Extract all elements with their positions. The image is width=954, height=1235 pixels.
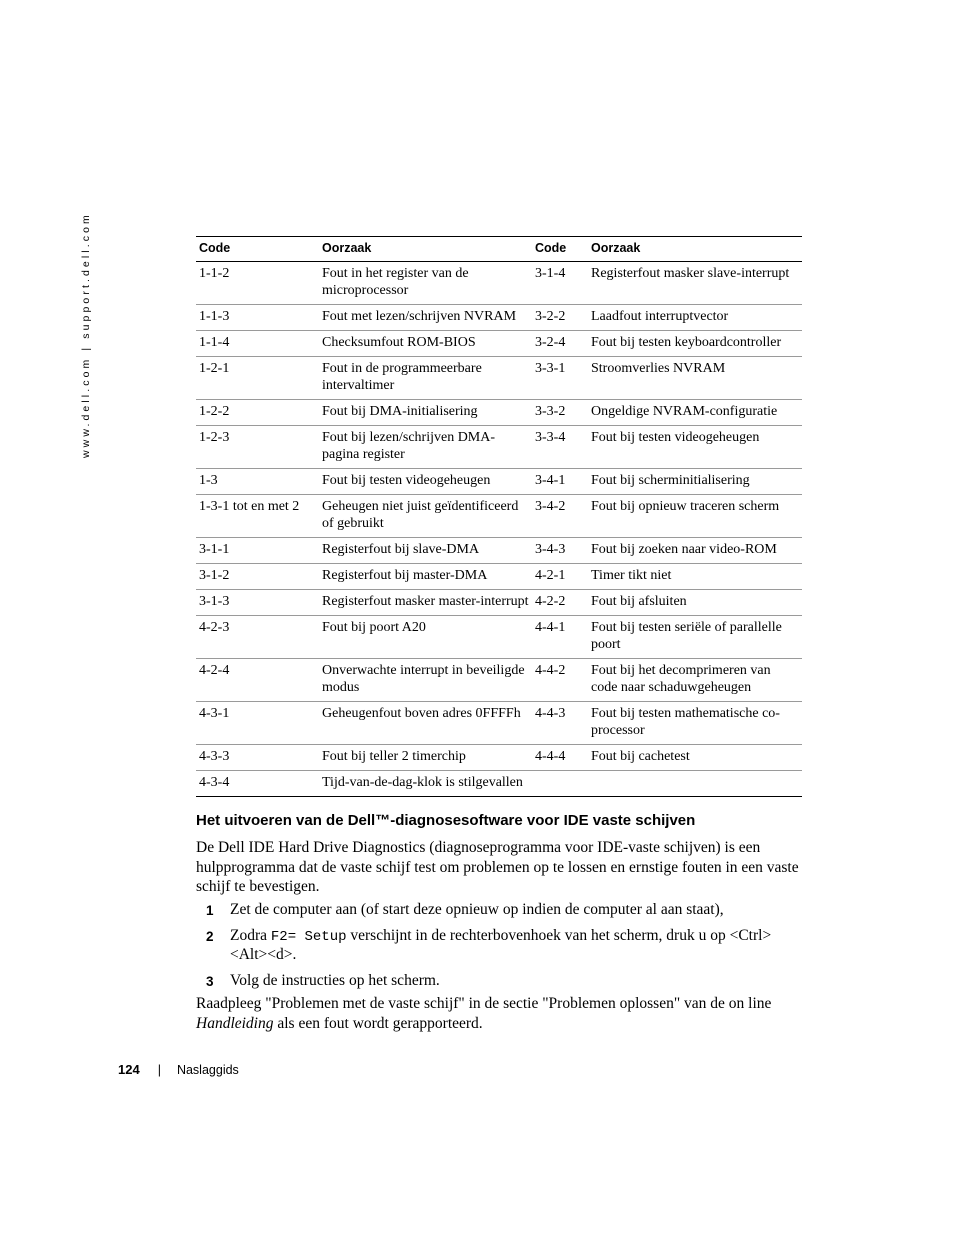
- step-number: 2: [206, 928, 214, 944]
- code-cell: 3-1-2: [196, 564, 319, 590]
- code-cell: 3-4-2: [532, 495, 588, 538]
- table-row: [196, 331, 802, 357]
- cause-cell: Geheugenfout boven adres 0FFFFh: [319, 702, 532, 745]
- cause-cell: Fout bij testen keyboardcontroller: [588, 331, 802, 357]
- cause-cell: Registerfout masker master-interrupt: [319, 590, 532, 616]
- code-cell: 1-2-2: [196, 400, 319, 426]
- cause-cell: Registerfout masker slave-interrupt: [588, 262, 802, 305]
- cause-cell: Fout bij testen seriële of parallelle poort: [588, 616, 802, 659]
- cause-cell: Fout bij zoeken naar video-ROM: [588, 538, 802, 564]
- step-list: [196, 901, 802, 997]
- code-cell: 4-3-1: [196, 702, 319, 745]
- table-row: [196, 538, 802, 564]
- beep-code-table: [196, 236, 802, 797]
- intro-paragraph: De Dell IDE Hard Drive Diagnostics (diagnoseprogramma voor IDE-vaste schijven) is een hulpprogramma dat de vaste schijf test om problemen op te lossen en ernstige fouten in een vaste schijf te bevestigen.: [196, 839, 799, 895]
- cause-cell: Fout bij poort A20: [319, 616, 532, 659]
- cause-cell: Stroomverlies NVRAM: [588, 357, 802, 400]
- cause-cell: Fout bij testen mathematische co-processor: [588, 702, 802, 745]
- table-row: [196, 771, 802, 797]
- cause-cell: Fout bij afsluiten: [588, 590, 802, 616]
- table-row: [196, 400, 802, 426]
- cause-cell: Tijd-van-de-dag-klok is stilgevallen: [322, 775, 523, 790]
- step-item: [196, 972, 802, 990]
- table-row: [196, 357, 802, 400]
- document-title: Naslaggids: [176, 1063, 239, 1077]
- header-cause: Oorzaak: [588, 237, 802, 262]
- cause-cell: Fout in het register van de microprocessor: [319, 262, 532, 305]
- step-text: Zet de computer aan (of start deze opnieuw op indien de computer al aan staat),: [230, 901, 724, 918]
- code-cell: 1-2-1: [196, 357, 319, 400]
- cause-cell: Fout bij testen videogeheugen: [588, 426, 802, 469]
- table-body: [196, 262, 802, 797]
- table-header-row: [196, 237, 802, 262]
- code-cell: 4-3-4: [199, 775, 230, 790]
- cause-cell: Fout met lezen/schrijven NVRAM: [319, 305, 532, 331]
- section-heading: Het uitvoeren van de Dell™-diagnosesoftware voor IDE vaste schijven: [196, 812, 696, 829]
- step-item: [196, 901, 802, 919]
- cause-cell: Fout bij scherminitialisering: [588, 469, 802, 495]
- code-cell: [532, 771, 588, 797]
- code-cell: 4-4-4: [532, 745, 588, 771]
- code-cell: 3-1-3: [196, 590, 319, 616]
- code-cell: 4-4-3: [532, 702, 588, 745]
- code-cell: 3-2-2: [532, 305, 588, 331]
- header-code: Code: [532, 237, 588, 262]
- code-cell: 1-1-2: [196, 262, 319, 305]
- code-cell: 4-3-3: [196, 745, 319, 771]
- page-footer: [118, 1062, 239, 1077]
- code-cell: 1-3-1 tot en met 2: [196, 495, 319, 538]
- cause-cell: Fout bij teller 2 timerchip: [319, 745, 532, 771]
- cause-cell: Fout bij het decomprimeren van code naar schaduwgeheugen: [588, 659, 802, 702]
- code-cell: 3-2-4: [532, 331, 588, 357]
- cause-cell: Fout bij testen videogeheugen: [319, 469, 532, 495]
- table-row: [196, 616, 802, 659]
- cause-cell: Fout bij DMA-initialisering: [319, 400, 532, 426]
- cause-cell: Fout bij cachetest: [588, 745, 802, 771]
- code-cell: 1-2-3: [196, 426, 319, 469]
- code-cell: 4-4-2: [532, 659, 588, 702]
- code-cell: 3-3-1: [532, 357, 588, 400]
- code-cell: 1-1-4: [196, 331, 319, 357]
- closing-paragraph: [196, 994, 802, 1033]
- cause-cell: Fout bij opnieuw traceren scherm: [588, 495, 802, 538]
- code-cell: 3-4-1: [532, 469, 588, 495]
- cause-cell: Registerfout bij slave-DMA: [319, 538, 532, 564]
- step-text-after: verschijnt in de rechterbovenhoek van het scherm, druk u op <Ctrl><Alt><d>.: [230, 926, 772, 963]
- cause-cell: Fout in de programmeerbare intervaltimer: [319, 357, 532, 400]
- table-row: [196, 564, 802, 590]
- table-row: [196, 702, 802, 745]
- cause-cell: Ongeldige NVRAM-configuratie: [588, 400, 802, 426]
- cause-cell: Laadfout interruptvector: [588, 305, 802, 331]
- cause-cell: Fout bij lezen/schrijven DMA-pagina register: [319, 426, 532, 469]
- cause-cell: Registerfout bij master-DMA: [319, 564, 532, 590]
- code-cell: 1-3: [196, 469, 319, 495]
- code-cell: 3-3-2: [532, 400, 588, 426]
- step-number: 1: [206, 903, 214, 918]
- footer-separator: |: [157, 1063, 161, 1077]
- table-row: [196, 659, 802, 702]
- header-cause: Oorzaak: [319, 237, 532, 262]
- code-cell: 3-3-4: [532, 426, 588, 469]
- table-row: [196, 745, 802, 771]
- closing-text-after: als een fout wordt gerapporteerd.: [273, 1014, 483, 1032]
- step-item: [196, 927, 802, 964]
- table-row: [196, 305, 802, 331]
- code-cell: 4-4-1: [532, 616, 588, 659]
- code-cell: 1-1-3: [196, 305, 319, 331]
- page-number: 124: [118, 1062, 140, 1077]
- step-text: [230, 927, 771, 964]
- table-row: [196, 262, 802, 305]
- table-row: [196, 590, 802, 616]
- cause-cell: [588, 771, 802, 797]
- code-cell: 4-2-1: [532, 564, 588, 590]
- code-cell: 4-2-3: [196, 616, 319, 659]
- step-text-before: Zodra: [230, 926, 271, 944]
- manual-title: Handleiding: [196, 1014, 274, 1032]
- table-row: [196, 495, 802, 538]
- key-code: F2= Setup: [270, 928, 347, 945]
- header-code: Code: [196, 237, 319, 262]
- closing-text-before: Raadpleeg "Problemen met de vaste schijf" in de sectie "Problemen oplossen" van de on line: [196, 995, 772, 1012]
- cause-cell: Checksumfout ROM-BIOS: [319, 331, 532, 357]
- table-row: [196, 426, 802, 469]
- code-cell: 4-2-2: [532, 590, 588, 616]
- code-cell: 3-4-3: [532, 538, 588, 564]
- cause-cell: Onverwachte interrupt in beveiligde modus: [319, 659, 532, 702]
- step-text: Volg de instructies op het scherm.: [230, 971, 440, 989]
- side-url: www.dell.com | support.dell.com: [80, 212, 92, 458]
- step-number: 3: [206, 973, 214, 989]
- code-cell: 3-1-4: [532, 262, 588, 305]
- cause-cell: Geheugen niet juist geïdentificeerd of gebruikt: [319, 495, 532, 538]
- code-cell: 3-1-1: [196, 538, 319, 564]
- code-cell: 4-2-4: [196, 659, 319, 702]
- cause-cell: Timer tikt niet: [588, 564, 802, 590]
- table-row: [196, 469, 802, 495]
